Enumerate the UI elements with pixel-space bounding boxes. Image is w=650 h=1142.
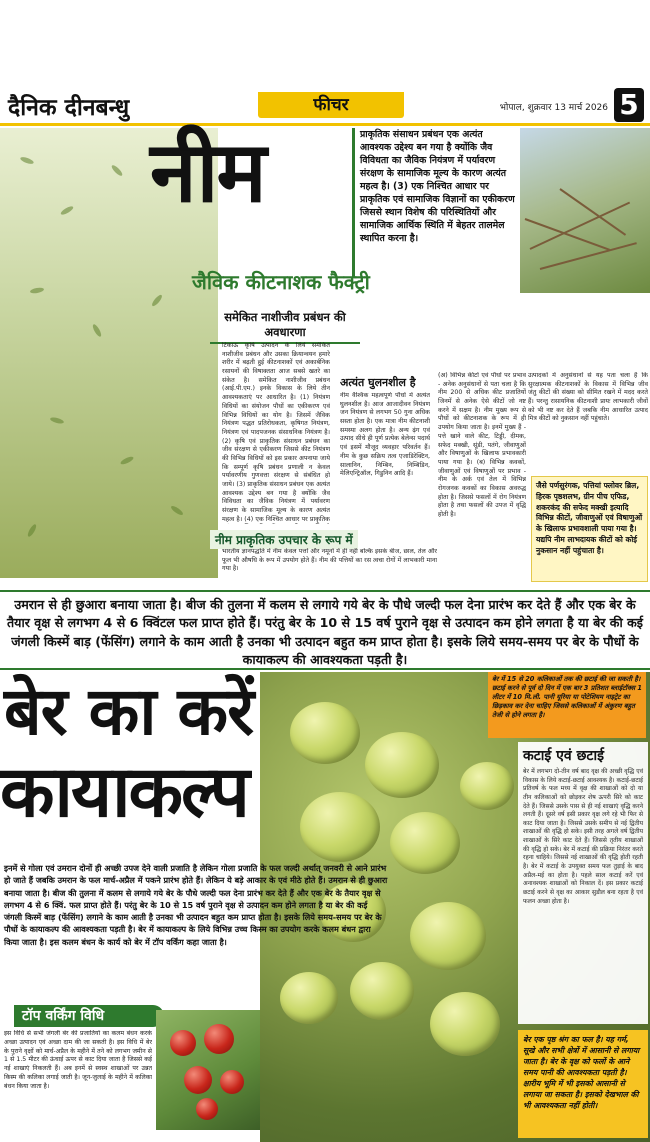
masthead [0, 86, 650, 126]
section-tab: फीचर [258, 92, 404, 118]
neem-subtitle: जैविक कीटनाशक फैक्ट्री [192, 270, 370, 294]
pruning-callout: बेर में 15 से 20 कलिकाओं तक की छटाई की जा सकती है। छटाई करने से पूर्व दो दिन में एक बार 3 प्रतिशत ब्लाईटॉक्स 1 लीटर में 10 मि.ली. पानी यूरिया या पोटेशियम नाइट्रेट का छिड़काव कर देना चाहिए जिससे कलिकाओं में अंकुरण बहुत तेजी से होने लगता है। [488, 672, 646, 738]
effects-text: (अ) विभिन्न कीटों एवं पौधों पर प्रभाव - अनेक अनुसंधानों से पता चला है कि नीम 200 से अधिक कीट प्रजातियों जिनमें से अनेक ऐसे कीटों जो नष्ट करने में सक्षम है। नीम मुख्य रूप से पौधों को कीटनाशक के रूप में ही उपयोग किया जाता है। इनमें मुख्य हैं - पत्ते खाने वाले कीट, टिड्डी, दीमक, सफेद मक्खी, सूंडी, पतंगे, जीवाणुओं और विषाणुओं के खिलाफ प्रभावकारी पाया गया है। (ब) विभिन्न कवकों, जीवाणुओं एवं विषाणुओं पर प्रभाव - नीम के अर्क एवं तेल में विभिन्न रोगजनक कवकों का विकास अवरुद्ध होता है। जिससे फसलों में रोग नियंत्रण होता है तथा फसलों की उपज में वृद्धि होती है। [438, 372, 526, 518]
natural-remedy-text: भारतीय ज्ञानपद्धति में नीम केवल पत्तों और नमूनों में ही नहीं बल्कि इसके बीज, छाल, तेल और फूल भी औषधि के रूप में उपयोग होते हैं। नीम की पत्तियों का रस त्वचा रोगों में लाभकारी माना गया है। [222, 548, 437, 573]
ber-intro-text: इनमें से गोला एवं उमरान दोनों ही अच्छी उपज देने वाली प्रजाति है लेकिन गोला प्रजाति के फल जल्दी अर्थात् जनवरी से आने प्रारंभ हो जाते हैं जबकि उमरान के फल मार्च-अप्रैल में पकने प्रारंभ होते हैं। लेकिन ये बड़े आकार के एवं मीठे होते हैं। उमरान से ही छुआरा बनाया जाता है। बीज की तुलना में कलम से लगाये गये बेर के पौधे जल्दी फल देना प्रारंभ कर देते हैं और एक बेर के तैयार वृक्ष से लगभग 4 से 6 क्विं. फल प्राप्त होते हैं। परंतु बेर के 10 से 15 वर्ष पुराने वृक्ष से उत्पादन कम होने लगता है या बेर की कई जंगली किस्में बाड़ (फेंसिंग) लगाने के काम आती है उनका भी उत्पादन बहुत कम प्राप्त होता है। इसके लिये समय-समय पर बेर के पौधों के कायाकल्प की आवश्यकता पड़ती है। बेर में कायाकल्प के लिये विभिन्न उच्च किस्म का उपयोग करके कलम बंधन द्वारा किया जाता है। इस कलम बंधन के कार्य को बेर में टॉप वर्किंग कहा जाता है। [4, 863, 388, 947]
neem-highlight-box: जैसे पर्णसुरंगक, पत्तियां फ्लोवर ब्रिल, हिरक पृष्ठशलभ, ग्रीन पीच एफिड, शकरकंद की सफेद मक्खी इत्यादि विभिन्न कीटों, जीवाणुओं एवं विषाणुओं के खिलाफ प्रभावशाली पाया गया है। यद्यपि नीम लाभदायक कीटों को कोई नुकसान नहीं पहुंचाता है। [531, 476, 648, 582]
pruning-box [518, 742, 648, 1024]
newspaper-name: दैनिक दीनबन्धु [8, 94, 130, 121]
red-berries-image [156, 1010, 260, 1130]
neem-intro: प्राकृतिक संसाधन प्रबंधन एक अत्यंत आवश्यक उद्देश्य बन गया है क्योंकि जैव विविधता का जैविक नियंत्रण में पर्यावरण संरक्षण के सामाजिक मूल्य के कारण अत्यंत महत्व है। (3) एक निश्चित आधार पर प्राकृतिक एवं सामाजिक विज्ञानों का एकीकरण जिससे स्थान विशेष की परिस्थितियों और सामाजिक आर्थिक स्थिति में बेहतर तालमेल स्थापित करना है। [352, 128, 517, 278]
ber-headline-line1: बेर का करें [4, 672, 254, 750]
ber-summary-band: उमरान से ही छुआरा बनाया जाता है। बीज की तुलना में कलम से लगाये गये बेर के पौधे जल्दी फल देना प्रारंभ कर देते हैं और एक बेर के तैयार वृक्ष से लगभग 4 से 6 क्विंटल फल प्राप्त होते हैं। परंतु बेर के 10 से 15 वर्ष पुराने वृक्ष से उत्पादन कम होने लगता है या बेर की कई जंगली किस्में बाड़ (फेंसिंग) लगाने के काम आती है उनका भी उत्पादन बहुत कम प्राप्त होता है। इसके लिये समय-समय पर बेर के पौधों के कायाकल्प की आवश्यकता पड़ती है। [0, 590, 650, 670]
top-working-text: इस विधि से सभी जंगली बेर की प्रजातियों का कलम बंधन करके अच्छा उत्पादन एवं अच्छा दाम की जा सकती है। इस विधि में बेर के पुराने वृक्षों को मार्च-अप्रैल के महीने में तने को लगभग जमीन से 1 से 1.5 मीटर की ऊंचाई ऊपर से काट दिया जाता है जिससे कई नई शाखाएं निकलती हैं। अब इनमें से स्वस्थ शाखाओं पर उन्नत किस्म की कलिका लगाई जाती है। जून-जुलाई के महीने में कलिका बंधन किया जाता है। [4, 1030, 152, 1090]
integrated-pest-text: टिकाऊ कृषि उत्पादन के लिये समेकित नाशीजीव प्रबंधन और उसका क्रियान्वयन हमारे शरीर में बढ़ती हुई कीटनाशकों एवं अकार्बनिक रसायनों की विषाक्तता आज सबसे खतरे का संकेत है। समेकित नाशीजीव प्रबंधन (आई.पी.एम.) इनके विकास के लिये तीन आवश्यकताएं पर आधारित है। (1) नियंत्रण विधियों का संयोजन पौधों का एकीकरण एवं विभिन्न विधियों का योग है। जिसमें जैविक नियंत्रण पद्धत प्रतिरोधकता, कृषिगत नियंत्रण, नियंत्रण एवं पादपजनक संसाधनिक नियंत्रण है। (2) कृषि एवं प्राकृतिक संसाधन प्रबंधन का जीव संरक्षण से एकीकरण जिससे कीट नियंत्रण की विभिन्न विधियों को इस प्रकार अपनाया जाये कि सम्पूर्ण कृषि प्रबंधन प्रणाली न केवल पर्यावरणीय गुणवत्ता संरक्षण से संबंधित हो जाये। (3) प्राकृतिक संसाधन प्रबंधन एक अत्यंत आवश्यक उद्देश्य बन गया है क्योंकि जैव विविधता का जैविक नियंत्रण में पर्यावरण संरक्षण के सामाजिक मूल्य के कारण अत्यंत महत्व है। (4) एक निश्चित आधार पर प्राकृतिक [222, 342, 330, 523]
pruning-heading: कटाई एवं छटाई [523, 748, 604, 764]
dateline: भोपाल, शुक्रवार 13 मार्च 2026 [499, 103, 608, 113]
felled-trees-image [520, 128, 650, 293]
natural-remedy-heading: नीम प्राकृतिक उपचार के रूप में [210, 530, 358, 549]
research-text: उत्पादकों में अनुसंधानों से यह पता चला है कि सुरक्षात्मक कीटनाशकों के विकास में विभिन्न जीव जंतु कीटों की संख्या को सीमित रखने में मदद करते हैं। परन्तु रासायनिक कीटनाशी प्रायः लाभकारी जीवों को भी नष्ट कर देते हैं जबकि नीम आधारित उत्पाद मित्र कीटों को नुकसान नहीं पहुंचाते। [528, 372, 648, 423]
ber-facts-callout: बेर एक पृष्ठ श्रंग का फल है। यह गर्म, सूखे और सभी क्षेत्रों में आसानी से लगाया जाता है। बेर के वृक्ष को फलों के आने समय पानी की आवश्यकता पड़ती है। क्षारीय भूमि में भी इसको आसानी से लगाया जा सकता है। इसको देखभाल की भी आवश्यकता नहीं होती। [518, 1030, 648, 1138]
neem-headline: नीम [150, 122, 265, 221]
integrated-pest-heading: समेकित नाशीजीव प्रबंधन की अवधारणा [210, 310, 360, 344]
solubility-heading: अत्यंत घुलनशील है [340, 376, 416, 389]
top-working-heading: टॉप वर्किंग विधि [14, 1005, 164, 1027]
page-number: 5 [614, 88, 644, 122]
pruning-text: बेर में लगभग दो-तीन वर्ष बाद वृक्ष की अच्छी वृद्धि एवं विकास के लिये कटाई-छटाई आवश्यक है। कटाई-छटाई प्रतिवर्ष के फल मध्य में वृक्ष की शाखाओं को दो या तीन कलिकाओं को छोड़कर शेष ऊपरी सिरे को काट देते हैं। जिससे उसके पास से ही नई शाखाएं वृद्धि करने लगती हैं। दूसरे वर्ष इसी प्रकार वृक्ष लगे रहे भी फिर से काट दिया जाता है। जिससे उसके समीप से नई द्वितीय शाखाओं की वृद्धि हो सके। इसी तरह अगले वर्ष द्वितीय शाखाओं के सिरे काट देते हैं। जिससे तृतीय शाखाओं की वृद्धि हो सके। बेर में कटाई की प्रक्रिया निरंतर करते रहना चाहिये। जिससे नई शाखाओं की वृद्धि होती रहती है। बेर में कटाई के उपयुक्त समय फल तुड़ाई के बाद अप्रैल-मई का होता है। पहले साल कटाई करें एवं अनावश्यक शाखाओं को निकाल दें। इस प्रकार कटाई छटाई करने से वृक्ष का आकार सुडौल बना रहता है एवं फलन अच्छा होता है। [523, 768, 643, 905]
top-blank-margin [0, 0, 650, 86]
solubility-text: नीम वैश्विक महत्वपूर्ण पौधों में अत्यंत घुलनशील है। आज आजादीवन नियंत्रण जन नियंत्रण से लगभग 50 गुना अधिक सस्ता होता है। एक मात्रा नीम कीटनाशी समस्या अलग होता है। अन्य ढ़ंग एवं उत्पाद सीधे ही पूर्ण प्रत्येक बेलेन्स पदार्थ एवं इसमें मौजूद व्यवहार परिवर्तन हैं। नीम के कुछ सक्रिय तत्व एजाडिरेक्टिन, सालानिन, निम्बिन, निम्बिडिन, मेलिएन्ट्रिऑल, गिडुनिन आदि हैं। [340, 392, 430, 478]
ber-headline-line2: कायाकल्प [0, 749, 248, 833]
